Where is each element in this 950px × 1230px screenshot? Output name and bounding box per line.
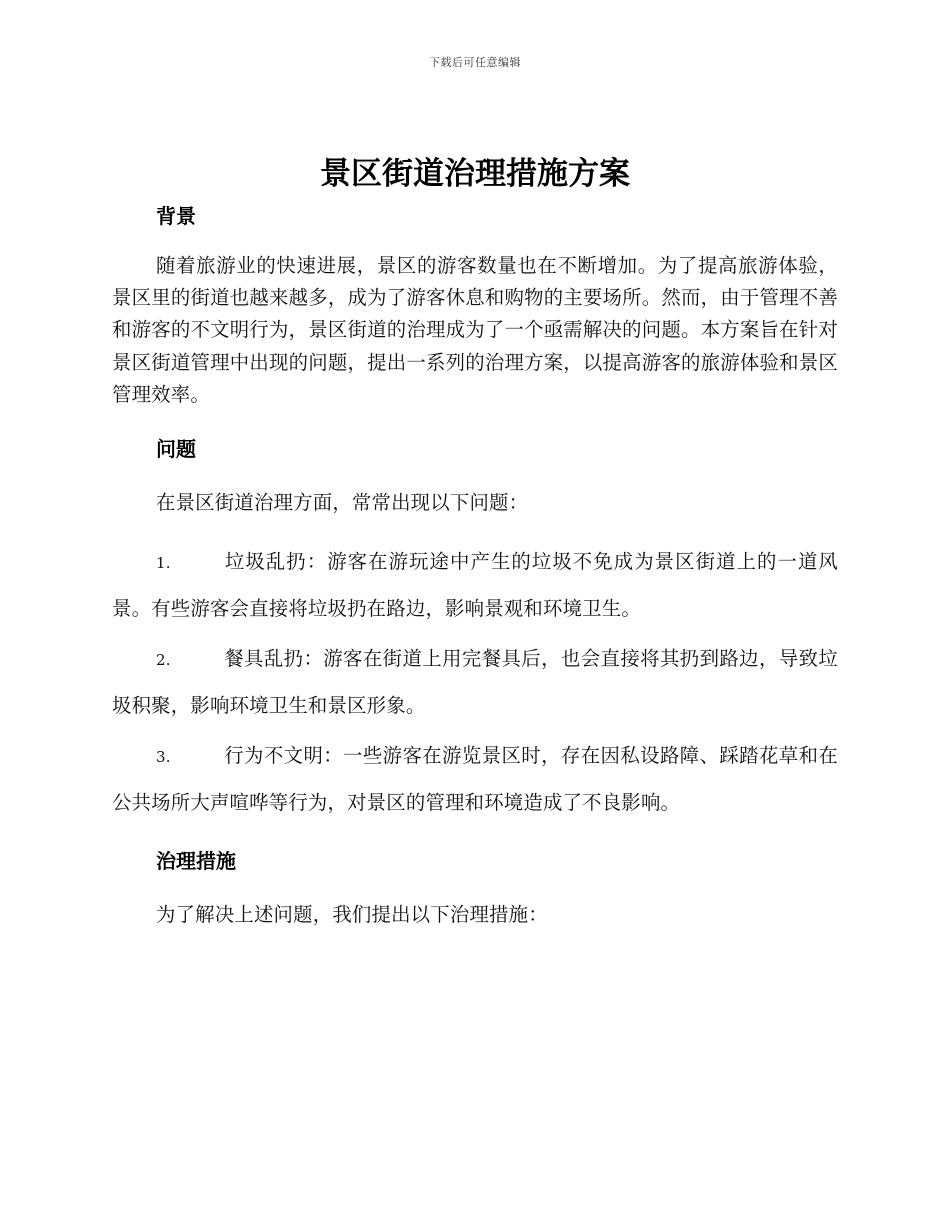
document-body [112, 150, 838, 931]
problem-item-number: 3. [156, 748, 171, 767]
page-header-note: 下载后可任意编辑 [429, 56, 521, 69]
problem-list-item [112, 733, 838, 825]
measures-intro-paragraph: 为了解决上述问题，我们提出以下治理措施： [156, 903, 548, 927]
section-heading-problems: 问题 [156, 437, 196, 462]
background-paragraph: 随着旅游业的快速进展，景区的游客数量也在不断增加。为了提高旅游体验，景区里的街道也越来越多，成为了游客休息和购物的主要场所。然而，由于管理不善和游客的不文明行为，景区街道的治理成为了一个亟需解决的问题。本方案旨在针对景区街道管理中出现的问题，提出一系列的治理方案，以提高游客的旅游体验和景区管理效率。 [112, 254, 838, 406]
problem-item-number: 1. [156, 554, 171, 573]
problem-item-text: 垃圾乱扔：游客在游玩途中产生的垃圾不免成为景区街道上的一道风景。有些游客会直接将垃圾扔在路边，影响景观和环境卫生。 [112, 550, 838, 621]
problem-item-text: 行为不文明：一些游客在游览景区时，存在因私设路障、踩踏花草和在公共场所大声喧哗等行为，对景区的管理和环境造成了不良影响。 [112, 744, 838, 815]
section-heading-measures: 治理措施 [156, 849, 236, 874]
problem-list-item [112, 636, 838, 728]
section-heading-background: 背景 [156, 204, 196, 228]
problems-intro-paragraph: 在景区街道治理方面，常常出现以下问题： [156, 491, 529, 515]
problem-list-item [112, 539, 838, 631]
problem-item-number: 2. [156, 651, 171, 670]
problem-item-text: 餐具乱扔：游客在街道上用完餐具后，也会直接将其扔到路边，导致垃圾积聚，影响环境卫生和景区形象。 [112, 647, 838, 718]
document-title: 景区街道治理措施方案 [320, 156, 630, 192]
